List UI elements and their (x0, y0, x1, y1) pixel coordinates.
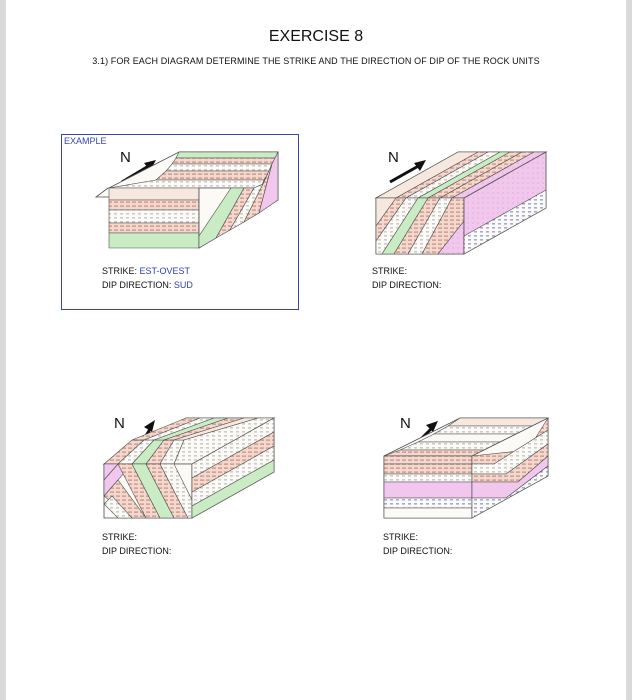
diagram-1-labels (102, 264, 193, 292)
example-tag: EXAMPLE (64, 136, 107, 146)
block-diagram-example (96, 140, 286, 260)
dip-label: DIP DIRECTION: (102, 280, 172, 290)
block-diagram-4 (378, 410, 568, 525)
dip-label: DIP DIRECTION: (372, 280, 442, 290)
north-letter: N (120, 149, 131, 166)
dip-label: DIP DIRECTION: (102, 546, 172, 556)
diagram-4-labels (383, 530, 452, 558)
instruction-text: 3.1) FOR EACH DIAGRAM DETERMINE THE STRIKE AND THE DIRECTION OF DIP OF THE ROCK UNITS (92, 56, 540, 66)
block-diagram-3 (98, 410, 288, 525)
block-diagram-2 (366, 146, 556, 261)
north-letter: N (388, 149, 399, 166)
strike-label: STRIKE: (372, 266, 408, 276)
north-letter: N (400, 415, 411, 432)
strike-label: STRIKE: (102, 532, 138, 542)
dip-label: DIP DIRECTION: (383, 546, 453, 556)
north-letter: N (114, 415, 125, 432)
strike-answer: EST-OVEST (139, 266, 191, 276)
dip-answer: SUD (173, 280, 193, 290)
strike-label: STRIKE: (102, 266, 138, 276)
worksheet-page (6, 0, 626, 700)
page-title: EXERCISE 8 (268, 28, 364, 45)
strike-label: STRIKE: (383, 532, 419, 542)
diagram-3-labels (102, 530, 171, 558)
diagram-2-labels (372, 264, 441, 292)
